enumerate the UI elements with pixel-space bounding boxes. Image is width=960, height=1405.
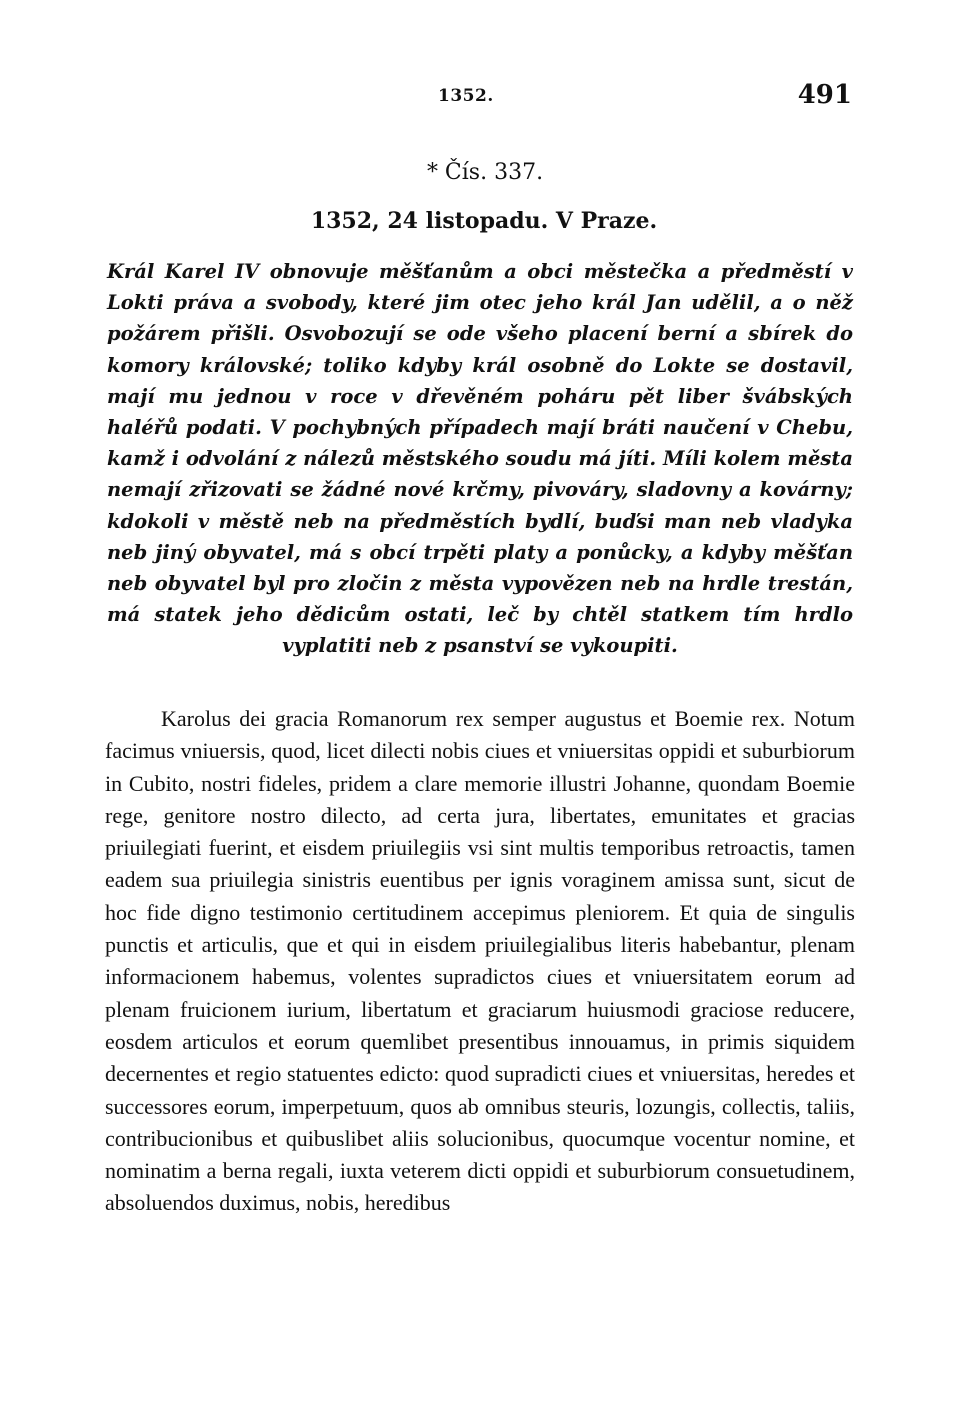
page-number: 491 <box>797 80 852 110</box>
running-head-year: 1352. <box>438 86 494 106</box>
running-head <box>0 80 960 110</box>
document-date-place: 1352, 24 listopadu. V Praze. <box>310 208 658 234</box>
document-number: * Čís. 337. <box>426 160 544 185</box>
czech-regest: Král Karel IV obnovuje měšťanům a obci městečka a předměstí v Lokti práva a svobody, které jim otec jeho král Jan udělil, a o něž požárem přišli. Osvobozují se ode všeho placení berní a sbírek do komory královské; toliko kdyby král osobně do Lokte se dostavil, mají mu jednou v roce v dřevěném poháru pět liber švábských haléřů podati. V pochybných případech mají bráti naučení v Chebu, kamž i odvolání z nálezů městského soudu má jíti. Míli kolem města nemají zřizovati se žádné nové krčmy, pivováry, sladovny a kovárny; kdokoli v městě neb na předměstích bydlí, buďsi man neb vladyka neb jiný obyvatel, má s obcí trpěti platy a ponůcky, a kdyby měšťan neb obyvatel byl pro zločin z města vypovězen neb na hrdle trestán, má statek jeho dědicům ostati, leč by chtěl statkem tím hrdlo vyplatiti neb z psanství se vykoupiti. <box>107 260 853 658</box>
latin-charter-text: Karolus dei gracia Romanorum rex semper augustus et Boemie rex. Notum facimus vniuersis, quod, licet dilecti nobis ciues et vniuersitas oppidi et suburbiorum in Cubito, nostri fideles, pridem a clare memorie illustri Johanne, quondam Boemie rege, genitore nostro dilecto, ad certa jura, libertates, emunitates et gracias priuilegiati fuerint, et eisdem priuilegiis vsi sint multis temporibus retroactis, tamen eadem sua priuilegia sinistris euentibus per ignis voraginem amissa sunt, sicut de hoc fide digno testimonio certitudinem accepimus pleniorem. Et quia de singulis punctis et articulis, que et qui in eisdem priuilegialibus literis habebantur, plenam informacionem habemus, volentes supradictos ciues et vniuersitatem eorum ad plenam fruicionem iurium, libertatum et graciarum huiusmodi graciose reducere, eosdem articulos et eorum quemlibet presentibus innouamus, in primis siquidem decernentes et regio statuentes edicto: quod supradicti ciues et vniuersitas, heredes et successores eorum, imperpetuum, quos ab omnibus steuris, lozungis, collectis, taliis, contribucionibus et quibuslibet aliis solucionibus, quocumque vocentur nomine, et nominatim a berna regali, iuxta veterem dicti oppidi et suburbiorum consuetudinem, absoluendos duximus, nobis, heredibus <box>105 706 855 1216</box>
